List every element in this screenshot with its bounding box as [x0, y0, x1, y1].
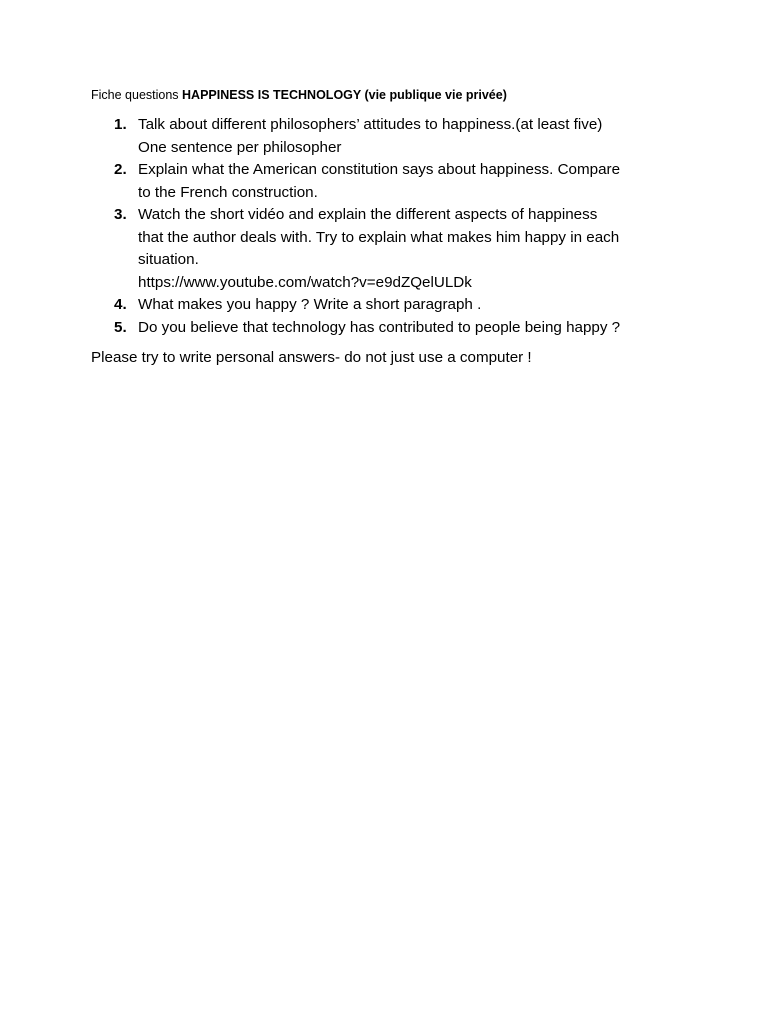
question-number: 1.	[114, 116, 127, 133]
question-list	[91, 114, 691, 339]
document-heading	[91, 87, 507, 103]
video-url: https://www.youtube.com/watch?v=e9dZQelULDk	[138, 273, 472, 291]
question-number: 3.	[114, 206, 127, 223]
question-text-line: Explain what the American constitution says about happiness. Compare	[138, 161, 621, 178]
question-item	[91, 114, 691, 159]
question-text-line: to the French construction.	[138, 183, 318, 201]
question-text-line: One sentence per philosopher	[138, 138, 342, 156]
closing-instruction: Please try to write personal answers- do not just use a computer !	[91, 349, 532, 366]
question-text-line: What makes you happy ? Write a short paragraph .	[138, 296, 482, 313]
question-item	[91, 204, 691, 294]
question-item	[91, 317, 691, 340]
question-text-line: situation.	[138, 251, 199, 268]
heading-prefix: Fiche questions	[91, 88, 183, 102]
heading-title: HAPPINESS IS TECHNOLOGY (vie publique vie privée)	[182, 88, 507, 102]
question-text-line: Do you believe that technology has contributed to people being happy ?	[138, 318, 621, 336]
question-item	[91, 294, 691, 317]
question-text-line: Watch the short vidéo and explain the different aspects of happiness	[138, 206, 598, 223]
question-number: 5.	[114, 318, 127, 336]
question-text-line: Talk about different philosophers’ attitudes to happiness.(at least five)	[138, 116, 603, 133]
question-text-line: that the author deals with. Try to explain what makes him happy in each	[138, 228, 620, 246]
question-item	[91, 159, 691, 204]
question-number: 2.	[114, 161, 127, 178]
question-number: 4.	[114, 296, 127, 313]
